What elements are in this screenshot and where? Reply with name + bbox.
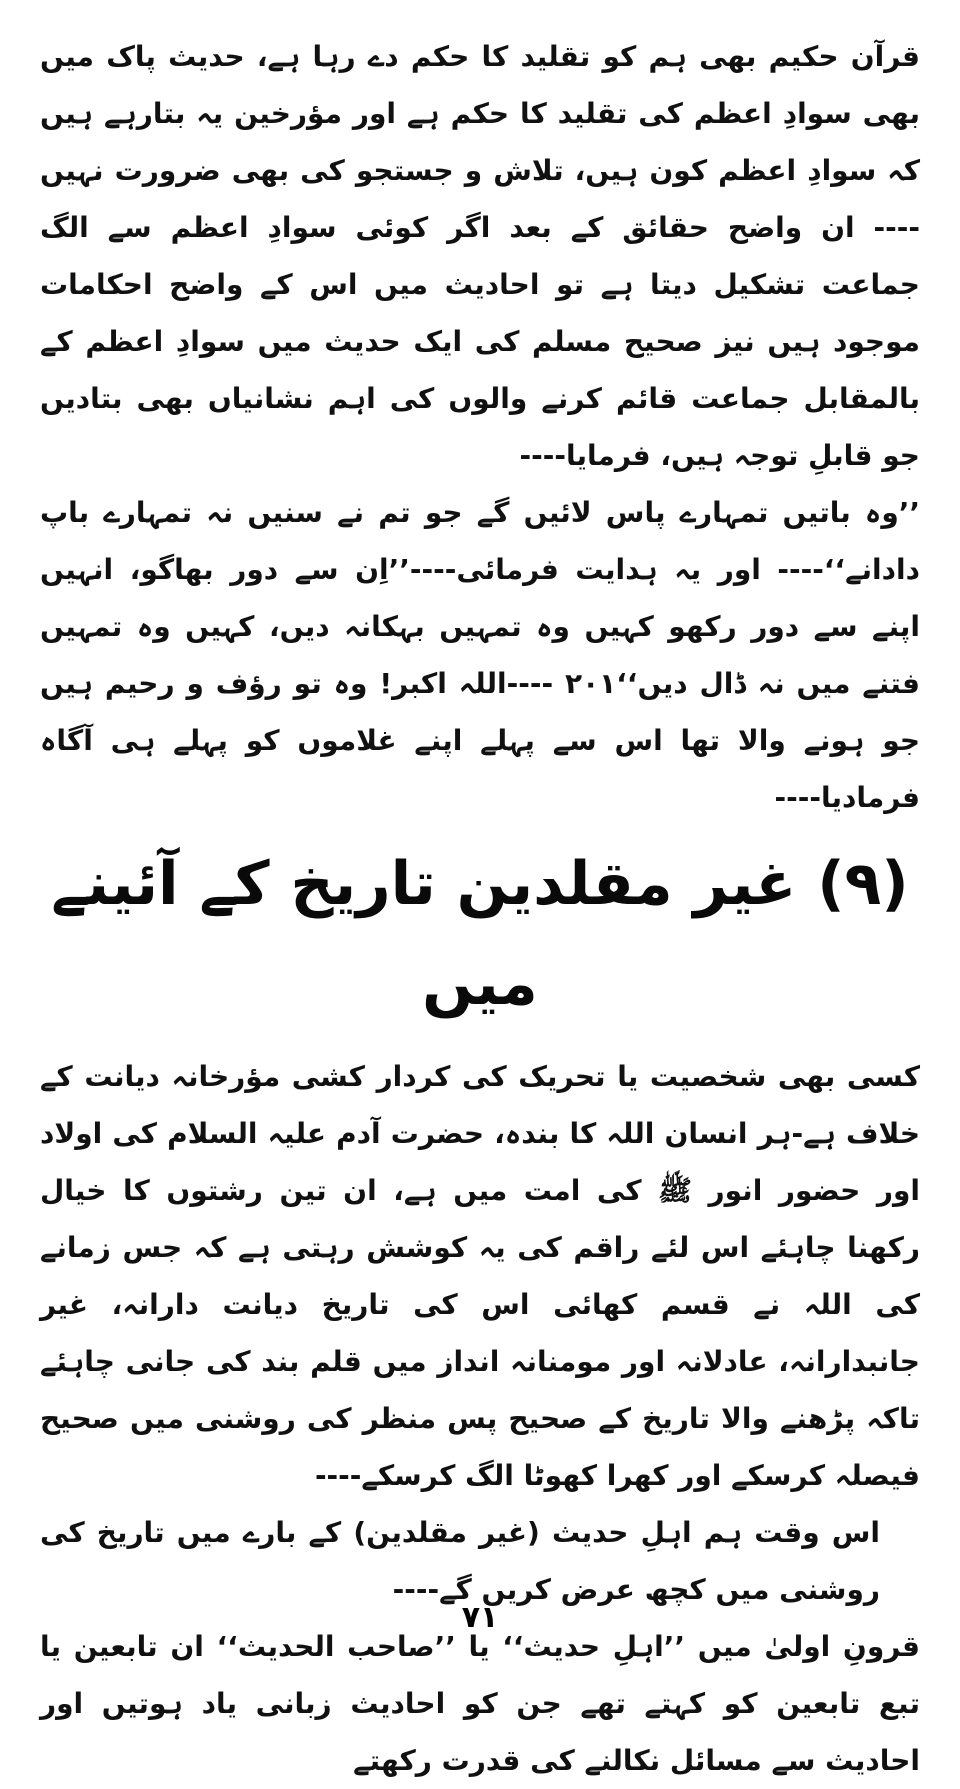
page-number: ۷۱ bbox=[461, 1600, 499, 1635]
paragraph-taqleed: قرآن حکیم بھی ہم کو تقلید کا حکم دے رہا ہے، حدیث پاک میں بھی سوادِ اعظم کی تقلید کا حکم ہے اور مؤرخین یہ بتارہے ہیں کہ سوادِ اعظم کون ہیں، تلاش و جستجو کی بھی ضرورت نہیں ---- ان واضح حقائق کے بعد اگر کوئی سوادِ اعظم سے الگ جماعت تشکیل دیتا ہے تو احادیث میں اس کے واضح احکامات موجود ہیں نیز صحیح مسلم کی ایک حدیث میں سوادِ اعظم کے بالمقابل جماعت قائم کرنے والوں کی اہم نشانیاں بھی بتادیں جو قابلِ توجہ ہیں، فرمایا---- bbox=[40, 40, 920, 472]
paragraph-quroon-e-oola: قرونِ اولیٰ میں ’’اہلِ حدیث‘‘ یا ’’صاحب الحدیث‘‘ ان تابعین یا تبع تابعین کو کہتے تھے جن کو احادیث زبانی یاد ہوتیں اور احادیث سے مسائل نکالنے کی قدرت رکھتے bbox=[40, 1630, 920, 1777]
paragraph-ahl-e-hadith: اس وقت ہم اہلِ حدیث (غیر مقلدین) کے بارے میں تاریخ کی روشنی میں کچھ عرض کریں گے---- bbox=[40, 1516, 880, 1606]
paragraph-hadith-quote: ’’وہ باتیں تمہارے پاس لائیں گے جو تم نے سنیں نہ تمہارے باپ دادانے‘‘---- اور یہ ہدایت فرمائی----’’اِن سے دور بھاگو، انہیں اپنے سے دور رکھو کہیں وہ تمہیں بہکانہ دیں، کہیں وہ تمہیں فتنے میں نہ ڈال دیں‘‘۲۰۱ ----اللہ اکبر! وہ تو رؤف و رحیم ہیں جو ہونے والا تھا اس سے پہلے اپنے غلاموں کو پہلے ہی آگاہ فرمادیا---- bbox=[40, 496, 920, 814]
paragraph-history-intro: کسی بھی شخصیت یا تحریک کی کردار کشی مؤرخانہ دیانت کے خلاف ہے-ہر انسان اللہ کا بندہ، حضرت آدم علیہ السلام کی اولاد اور حضور انور ﷺ کی امت میں ہے، ان تین رشتوں کا خیال رکھنا چاہئے اس لئے راقم کی یہ کوشش رہتی ہے کہ جس زمانے کی اللہ نے قسم کھائی اس کی تاریخ دیانت دارانہ، غیر جانبدارانہ، عادلانہ اور مومنانہ انداز میں قلم بند کی جانی چاہئے تاکہ پڑھنے والا تاریخ کے صحیح پس منظر کی روشنی میں صحیح فیصلہ کرسکے اور کھرا کھوٹا الگ کرسکے---- bbox=[40, 1060, 920, 1492]
section-heading: (۹) غیر مقلدین تاریخ کے آئینے میں bbox=[51, 849, 909, 1019]
